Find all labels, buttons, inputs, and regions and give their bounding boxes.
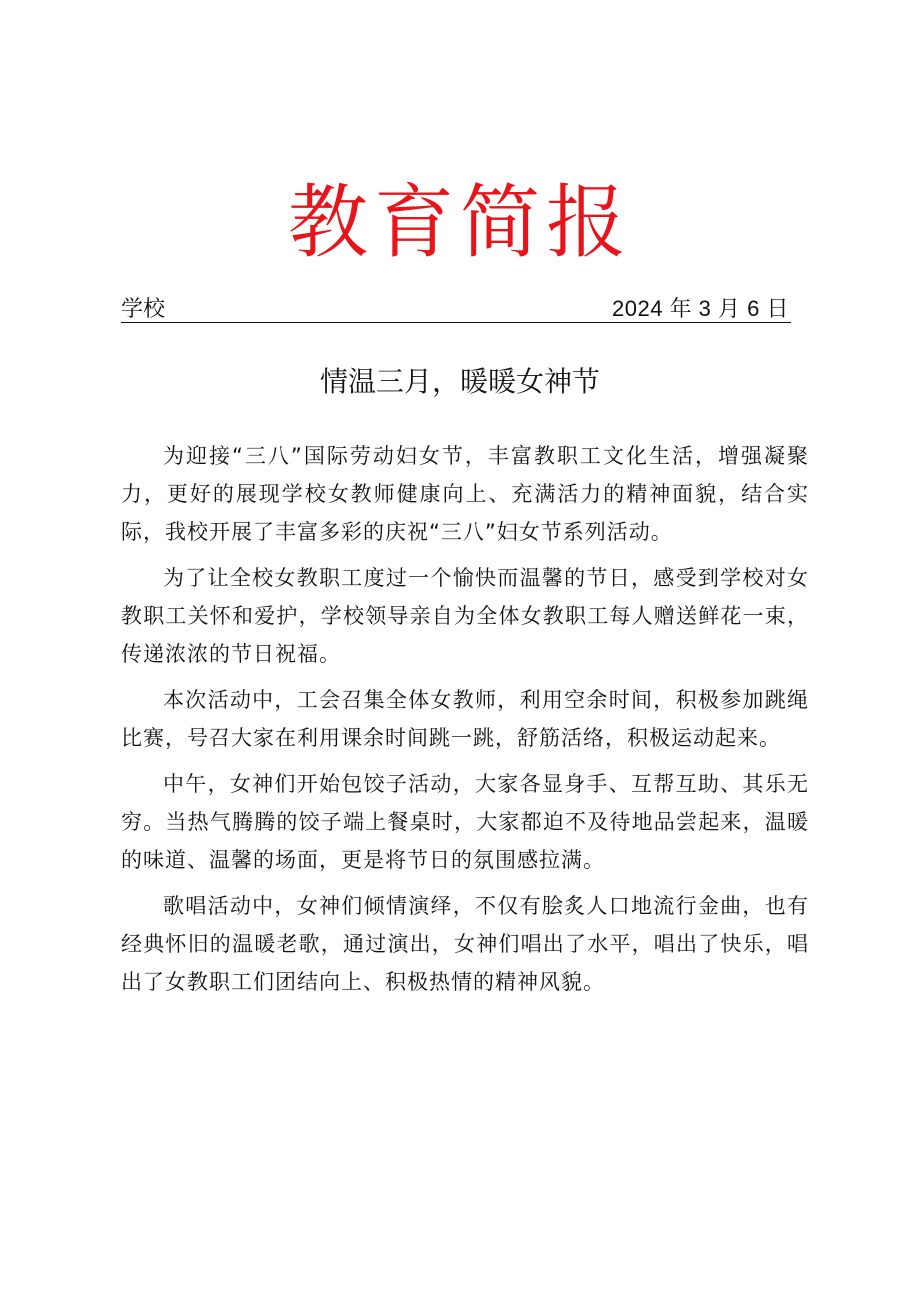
article-paragraph: 为迎接“三八”国际劳动妇女节，丰富教职工文化生活，增强凝聚力，更好的展现学校女教师健康向上、充满活力的精神面貌，结合实际，我校开展了丰富多彩的庆祝“三八”妇女节系列活动。 [121, 444, 809, 544]
newsletter-masthead: 教育简报 [288, 176, 632, 269]
article-paragraph: 本次活动中，工会召集全体女教师，利用空余时间，积极参加跳绳比赛，号召大家在利用课余时间跳一跳，舒筋活络，积极运动起来。 [121, 688, 809, 750]
article-paragraph: 歌唱活动中，女神们倾情演绎，不仅有脍炙人口地流行金曲，也有经典怀旧的温暖老歌，通过演出，女神们唱出了水平，唱出了快乐，唱出了女教职工们团结向上、积极热情的精神风貌。 [121, 894, 809, 994]
article-title: 情温三月，暖暖女神节 [319, 366, 600, 397]
article-paragraph: 为了让全校女教职工度过一个愉快而温馨的节日，感受到学校对女教职工关怀和爱护，学校领导亲自为全体女教职工每人赠送鲜花一束，传递浓浓的节日祝福。 [121, 566, 809, 666]
school-date-line [121, 296, 791, 323]
article-paragraph: 中午，女神们开始包饺子活动，大家各显身手、互帮互助、其乐无穷。当热气腾腾的饺子端上餐桌时，大家都迫不及待地品尝起来，温暖的味道、温馨的场面，更是将节日的氛围感拉满。 [121, 772, 809, 872]
issue-date: 2024 年 3 月 6 日 [612, 296, 789, 321]
article-body [121, 437, 809, 1009]
school-label: 学校 [121, 296, 166, 321]
